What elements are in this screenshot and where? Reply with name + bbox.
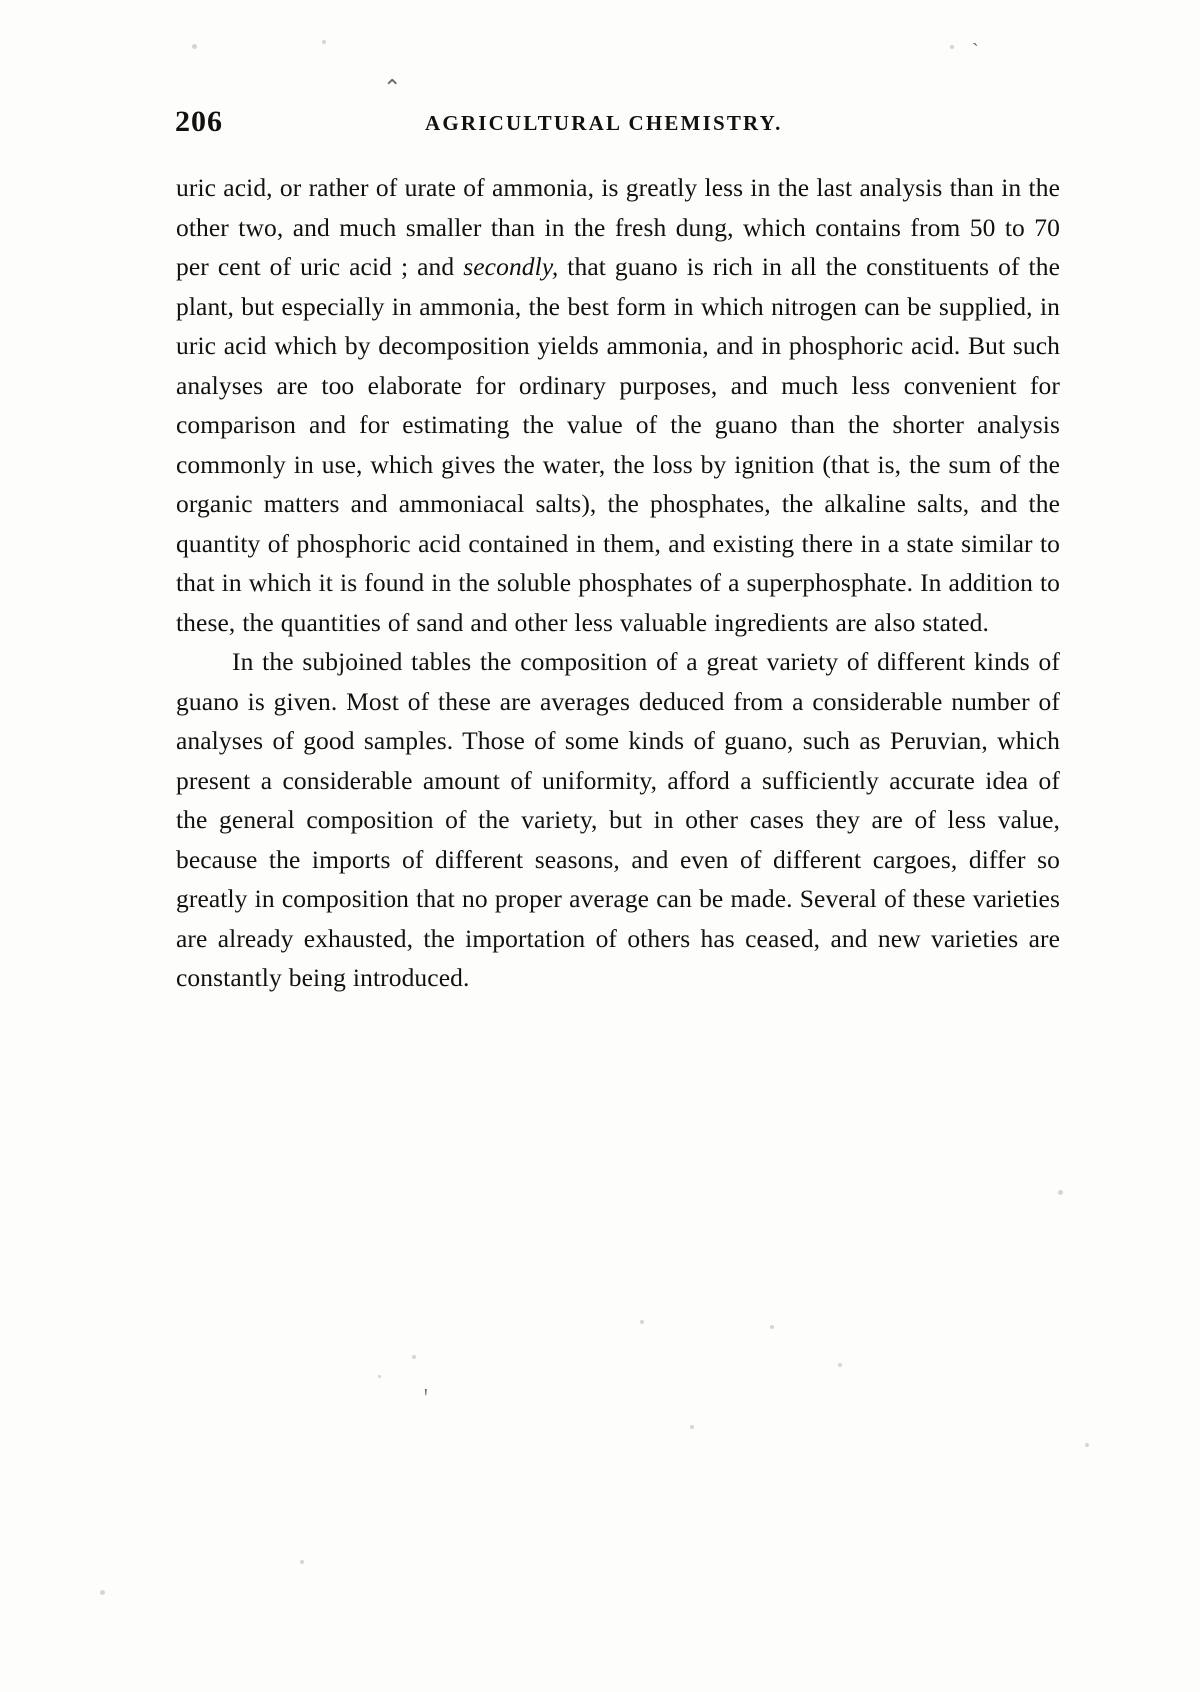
scan-speck	[950, 45, 954, 49]
scan-speck	[1058, 1190, 1063, 1195]
scan-speck	[1085, 1443, 1089, 1447]
paragraph-2: In the subjoined tables the composition of a great variety of different kinds of guano is given. Most of these are averages deduced from a considerable number of analyses of good samples. Those of some kinds of guano, such as Peruvian, which present a considerable amount of uniformity, afford a sufficiently accurate idea of the general composition of the variety, but in other cases they are of less value, because the imports of different seasons, and even of different cargoes, differ so greatly in composition that no proper average can be made. Several of these varieties are already exhausted, the importation of others has ceased, and new varieties are constantly being introduced.	[176, 647, 1060, 992]
paragraph-1	[176, 168, 1060, 642]
scan-speck	[690, 1425, 694, 1429]
paragraph-1-part-a: uric acid, or rather of urate of ammonia, is greatly less in the last analysis than in the other two, and much smaller than in the fresh dung, which contains from 50 to 70 per cent of uric acid ; and	[176, 173, 1060, 281]
scan-speck	[640, 1320, 644, 1324]
page-header	[175, 105, 1055, 145]
stray-mark-bottom: ꞌ	[424, 1385, 428, 1407]
scan-speck	[412, 1355, 416, 1359]
stray-mark-top-right: `	[972, 40, 979, 62]
page-number: 206	[175, 105, 223, 138]
scan-speck	[100, 1590, 105, 1595]
scan-speck	[192, 44, 197, 49]
paragraph-1-emphasis: secondly,	[463, 252, 559, 281]
scan-speck	[300, 1560, 304, 1564]
scan-speck	[838, 1363, 842, 1367]
scan-speck	[322, 40, 326, 44]
body-text	[176, 168, 1060, 998]
scan-speck	[770, 1325, 774, 1329]
running-head: AGRICULTURAL CHEMISTRY.	[425, 111, 783, 135]
stray-mark-top-caret: ⌃	[383, 75, 402, 100]
scan-speck	[378, 1375, 381, 1378]
paragraph-1-part-b: that guano is rich in all the constituents of the plant, but especially in ammonia, the best form in which nitrogen can be supplied, in uric acid which by decomposition yields ammonia, and in phosphoric acid. But such analyses are too elaborate for ordinary purposes, and much less convenient for comparison and for estimating the value of the guano than the shorter analysis commonly in use, which gives the water, the loss by ignition (that is, the sum of the organic matters and ammoniacal salts), the phosphates, the alkaline salts, and the quantity of phosphoric acid contained in them, and existing there in a state similar to that in which it is found in the soluble phosphates of a superphosphate. In addition to these, the quantities of sand and other less valuable ingredients are also stated.	[176, 252, 1060, 637]
